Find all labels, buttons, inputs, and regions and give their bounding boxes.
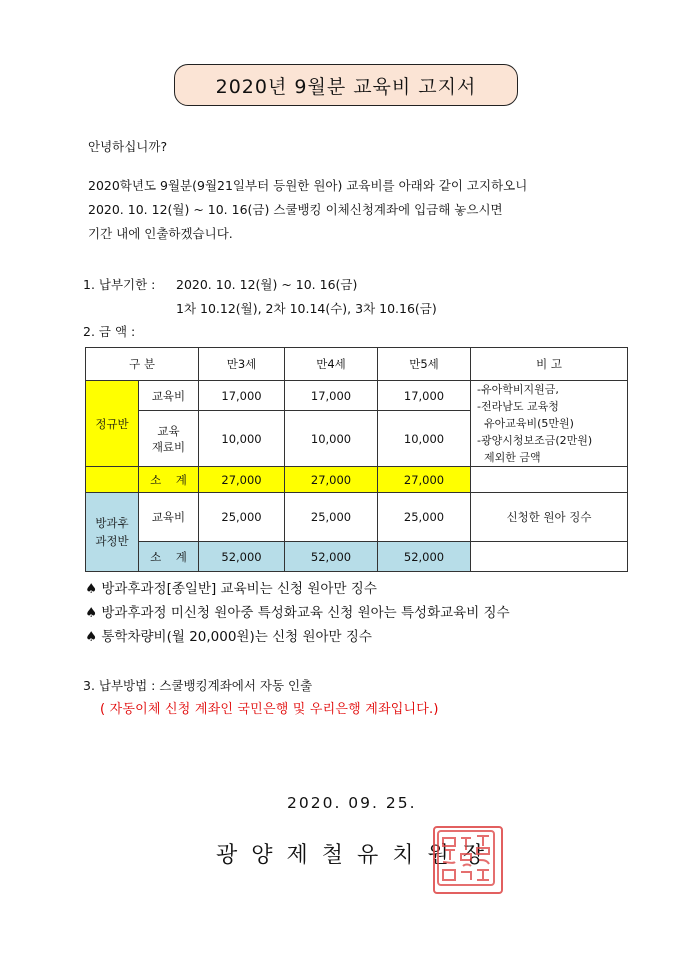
- table-cell: 27,000: [199, 467, 285, 493]
- intro-line-3: 기간 내에 인출하겠습니다.: [88, 226, 233, 241]
- regular-subtotal-label: 소 계: [139, 467, 199, 493]
- section1-label: 1. 납부기한 :: [83, 277, 156, 292]
- intro-line-1: 2020학년도 9월분(9월21일부터 등원한 원아) 교육비를 아래와 같이 고지하오니: [88, 178, 528, 193]
- bullet-2: ♠ 방과후과정 미신청 원아중 특성화교육 신청 원아는 특성화교육비 징수: [85, 605, 510, 621]
- bank-notice: ( 자동이체 신청 계좌인 국민은행 및 우리은행 계좌입니다.): [100, 702, 439, 717]
- note-line: 제외한 금액: [477, 451, 541, 464]
- table-row: [86, 493, 628, 542]
- intro-line-2: 2020. 10. 12(월) ~ 10. 16(금) 스쿨뱅킹 이체신청계좌에 입금해 놓으시면: [88, 202, 503, 217]
- table-row: [86, 542, 628, 572]
- bullet-1: ♠ 방과후과정[종일반] 교육비는 신청 원아만 징수: [85, 581, 377, 597]
- table-cell: 27,000: [285, 467, 378, 493]
- afterschool-group-label: [86, 493, 139, 572]
- table-cell: 10,000: [285, 411, 378, 467]
- payment-rounds: 1차 10.12(월), 2차 10.14(수), 3차 10.16(금): [176, 301, 437, 316]
- regular-subtotal-spacer: [86, 467, 139, 493]
- table-cell: 52,000: [285, 542, 378, 572]
- table-cell: 17,000: [285, 381, 378, 411]
- afterschool-note: 신청한 원아 징수: [471, 493, 628, 542]
- table-cell: 52,000: [378, 542, 471, 572]
- empty-note: [471, 467, 628, 493]
- table-cell: 52,000: [199, 542, 285, 572]
- regular-tuition-label: 교육비: [139, 381, 199, 411]
- document-title: 2020년 9월분 교육비 고지서: [174, 64, 518, 106]
- table-cell: 10,000: [199, 411, 285, 467]
- afterschool-tuition-label: 교육비: [139, 493, 199, 542]
- header-age4: 만4세: [285, 348, 378, 381]
- note-line: 유아교육비(5만원): [477, 417, 574, 430]
- note-line: -전라남도 교육청: [477, 400, 559, 413]
- regular-materials-label: [139, 411, 199, 467]
- regular-group-label: 정규반: [86, 381, 139, 467]
- afterschool-subtotal-label: 소 계: [139, 542, 199, 572]
- bullet-3: ♠ 통학차량비(월 20,000원)는 신청 원아만 징수: [85, 629, 372, 645]
- table-row: [86, 467, 628, 493]
- afterschool-label-line1: 방과후: [95, 516, 129, 530]
- header-category: 구 분: [86, 348, 199, 381]
- materials-label-line2: 재료비: [151, 439, 186, 454]
- table-header-row: [86, 348, 628, 381]
- table-row: [86, 381, 628, 411]
- table-cell: 25,000: [199, 493, 285, 542]
- afterschool-label-line2: 과정반: [95, 534, 129, 548]
- table-cell: 25,000: [285, 493, 378, 542]
- empty-note: [471, 542, 628, 572]
- materials-label-line1: 교육: [157, 423, 180, 438]
- header-age5: 만5세: [378, 348, 471, 381]
- table-cell: 17,000: [199, 381, 285, 411]
- table-cell: 25,000: [378, 493, 471, 542]
- regular-note: [471, 381, 628, 467]
- section3-label: 3. 납부방법 : 스쿨뱅킹계좌에서 자동 인출: [83, 678, 313, 693]
- seal-glyph-icon: [435, 828, 497, 888]
- payment-period: 2020. 10. 12(월) ~ 10. 16(금): [176, 277, 358, 292]
- issue-date: 2020. 09. 25.: [287, 794, 417, 812]
- table-cell: 27,000: [378, 467, 471, 493]
- fee-table: [85, 347, 628, 572]
- greeting: 안녕하십니까?: [88, 139, 168, 154]
- table-cell: 17,000: [378, 381, 471, 411]
- official-seal: [433, 826, 503, 894]
- section2-label: 2. 금 액 :: [83, 324, 136, 339]
- note-line: -광양시청보조금(2만원): [477, 434, 593, 447]
- header-age3: 만3세: [199, 348, 285, 381]
- principal-signature: 광양제철유치원장: [216, 843, 499, 868]
- header-note: 비 고: [471, 348, 628, 381]
- note-line: -유아학비지원금,: [477, 383, 559, 396]
- table-cell: 10,000: [378, 411, 471, 467]
